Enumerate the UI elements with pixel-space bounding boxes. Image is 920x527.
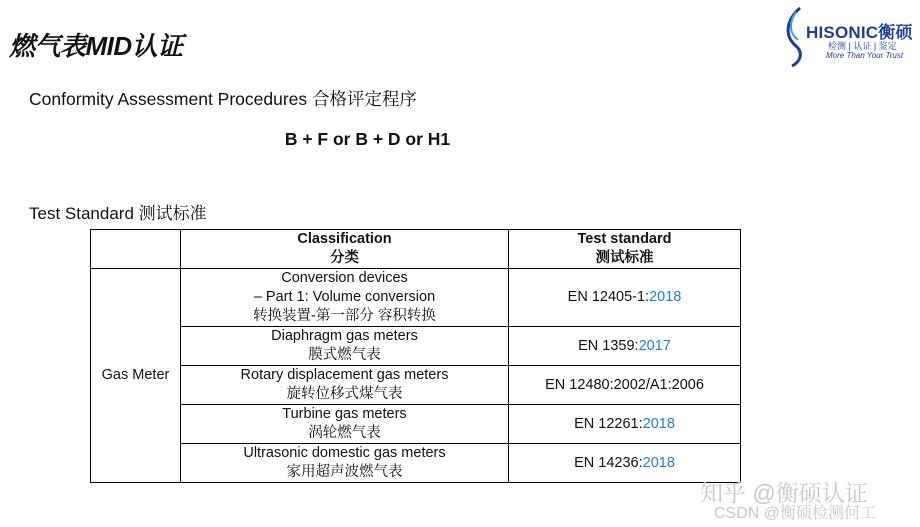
standard-base: EN 14236: bbox=[574, 454, 643, 471]
page-title: 燃气表MID认证 bbox=[9, 31, 183, 61]
watermark-csdn: CSDN @衡硕检测何工 bbox=[714, 505, 877, 522]
table-row bbox=[91, 327, 741, 366]
classification-cell bbox=[181, 366, 509, 405]
procedure-text: B + F or B + D or H1 bbox=[284, 129, 451, 149]
classification-line: Conversion devices bbox=[281, 270, 408, 286]
classification-line: Rotary displacement gas meters bbox=[240, 367, 449, 383]
standard-cell bbox=[509, 327, 741, 366]
classification-line: Turbine gas meters bbox=[282, 406, 407, 422]
table-header-row bbox=[91, 230, 741, 269]
classification-line: 膜式燃气表 bbox=[308, 347, 381, 363]
classification-cell bbox=[181, 269, 509, 327]
watermark-zhihu: 知乎 @衡硕认证 bbox=[700, 480, 868, 506]
table-row bbox=[91, 444, 741, 483]
logo-swoosh-icon bbox=[778, 6, 808, 68]
logo-brand: HISONIC衡硕 bbox=[806, 23, 913, 42]
standard-year: 2018 bbox=[642, 415, 675, 432]
standard-base: EN 12480:2002/A1:2006 bbox=[545, 376, 704, 393]
table-row bbox=[91, 366, 741, 405]
test-standard-heading: Test Standard 测试标准 bbox=[29, 204, 207, 223]
standard-year: 2017 bbox=[638, 337, 671, 354]
classification-line: – Part 1: Volume conversion bbox=[253, 289, 436, 305]
standard-year: 2018 bbox=[642, 454, 675, 471]
header-test-standard-cn: 测试标准 bbox=[595, 250, 654, 266]
standards-table bbox=[90, 229, 741, 483]
header-classification-cn: 分类 bbox=[330, 250, 359, 266]
logo-tagline-cn: 检测 | 认证 | 鉴定 bbox=[828, 41, 897, 51]
table-row bbox=[91, 269, 741, 327]
header-empty-cell bbox=[91, 230, 181, 269]
standard-base: EN 12261: bbox=[574, 415, 643, 432]
header-classification-en: Classification bbox=[297, 231, 392, 247]
standard-cell bbox=[509, 405, 741, 444]
classification-cell bbox=[181, 444, 509, 483]
classification-line: 涡轮燃气表 bbox=[308, 425, 381, 441]
header-test-standard-en: Test standard bbox=[577, 231, 672, 247]
standard-base: EN 1359: bbox=[578, 337, 639, 354]
header-test-standard bbox=[509, 230, 741, 269]
standard-year: 2018 bbox=[649, 289, 682, 305]
hisonic-logo bbox=[778, 6, 918, 68]
standard-cell bbox=[509, 366, 741, 405]
classification-line: 旋转位移式煤气表 bbox=[286, 386, 403, 402]
classification-line: 转换装置-第一部分 容积转换 bbox=[253, 308, 436, 324]
classification-line: Diaphragm gas meters bbox=[271, 328, 418, 344]
classification-cell bbox=[181, 327, 509, 366]
classification-cell bbox=[181, 405, 509, 444]
header-classification bbox=[181, 230, 509, 269]
conformity-heading: Conformity Assessment Procedures 合格评定程序 bbox=[29, 89, 418, 109]
group-label-cell: Gas Meter bbox=[91, 269, 181, 483]
classification-line: Ultrasonic domestic gas meters bbox=[243, 445, 446, 461]
logo-tagline-en: More Than Your Trust bbox=[826, 51, 904, 60]
standard-base: EN 12405-1: bbox=[567, 289, 650, 305]
classification-line: 家用超声波燃气表 bbox=[286, 464, 403, 480]
table-row bbox=[91, 405, 741, 444]
standard-cell bbox=[509, 269, 741, 327]
